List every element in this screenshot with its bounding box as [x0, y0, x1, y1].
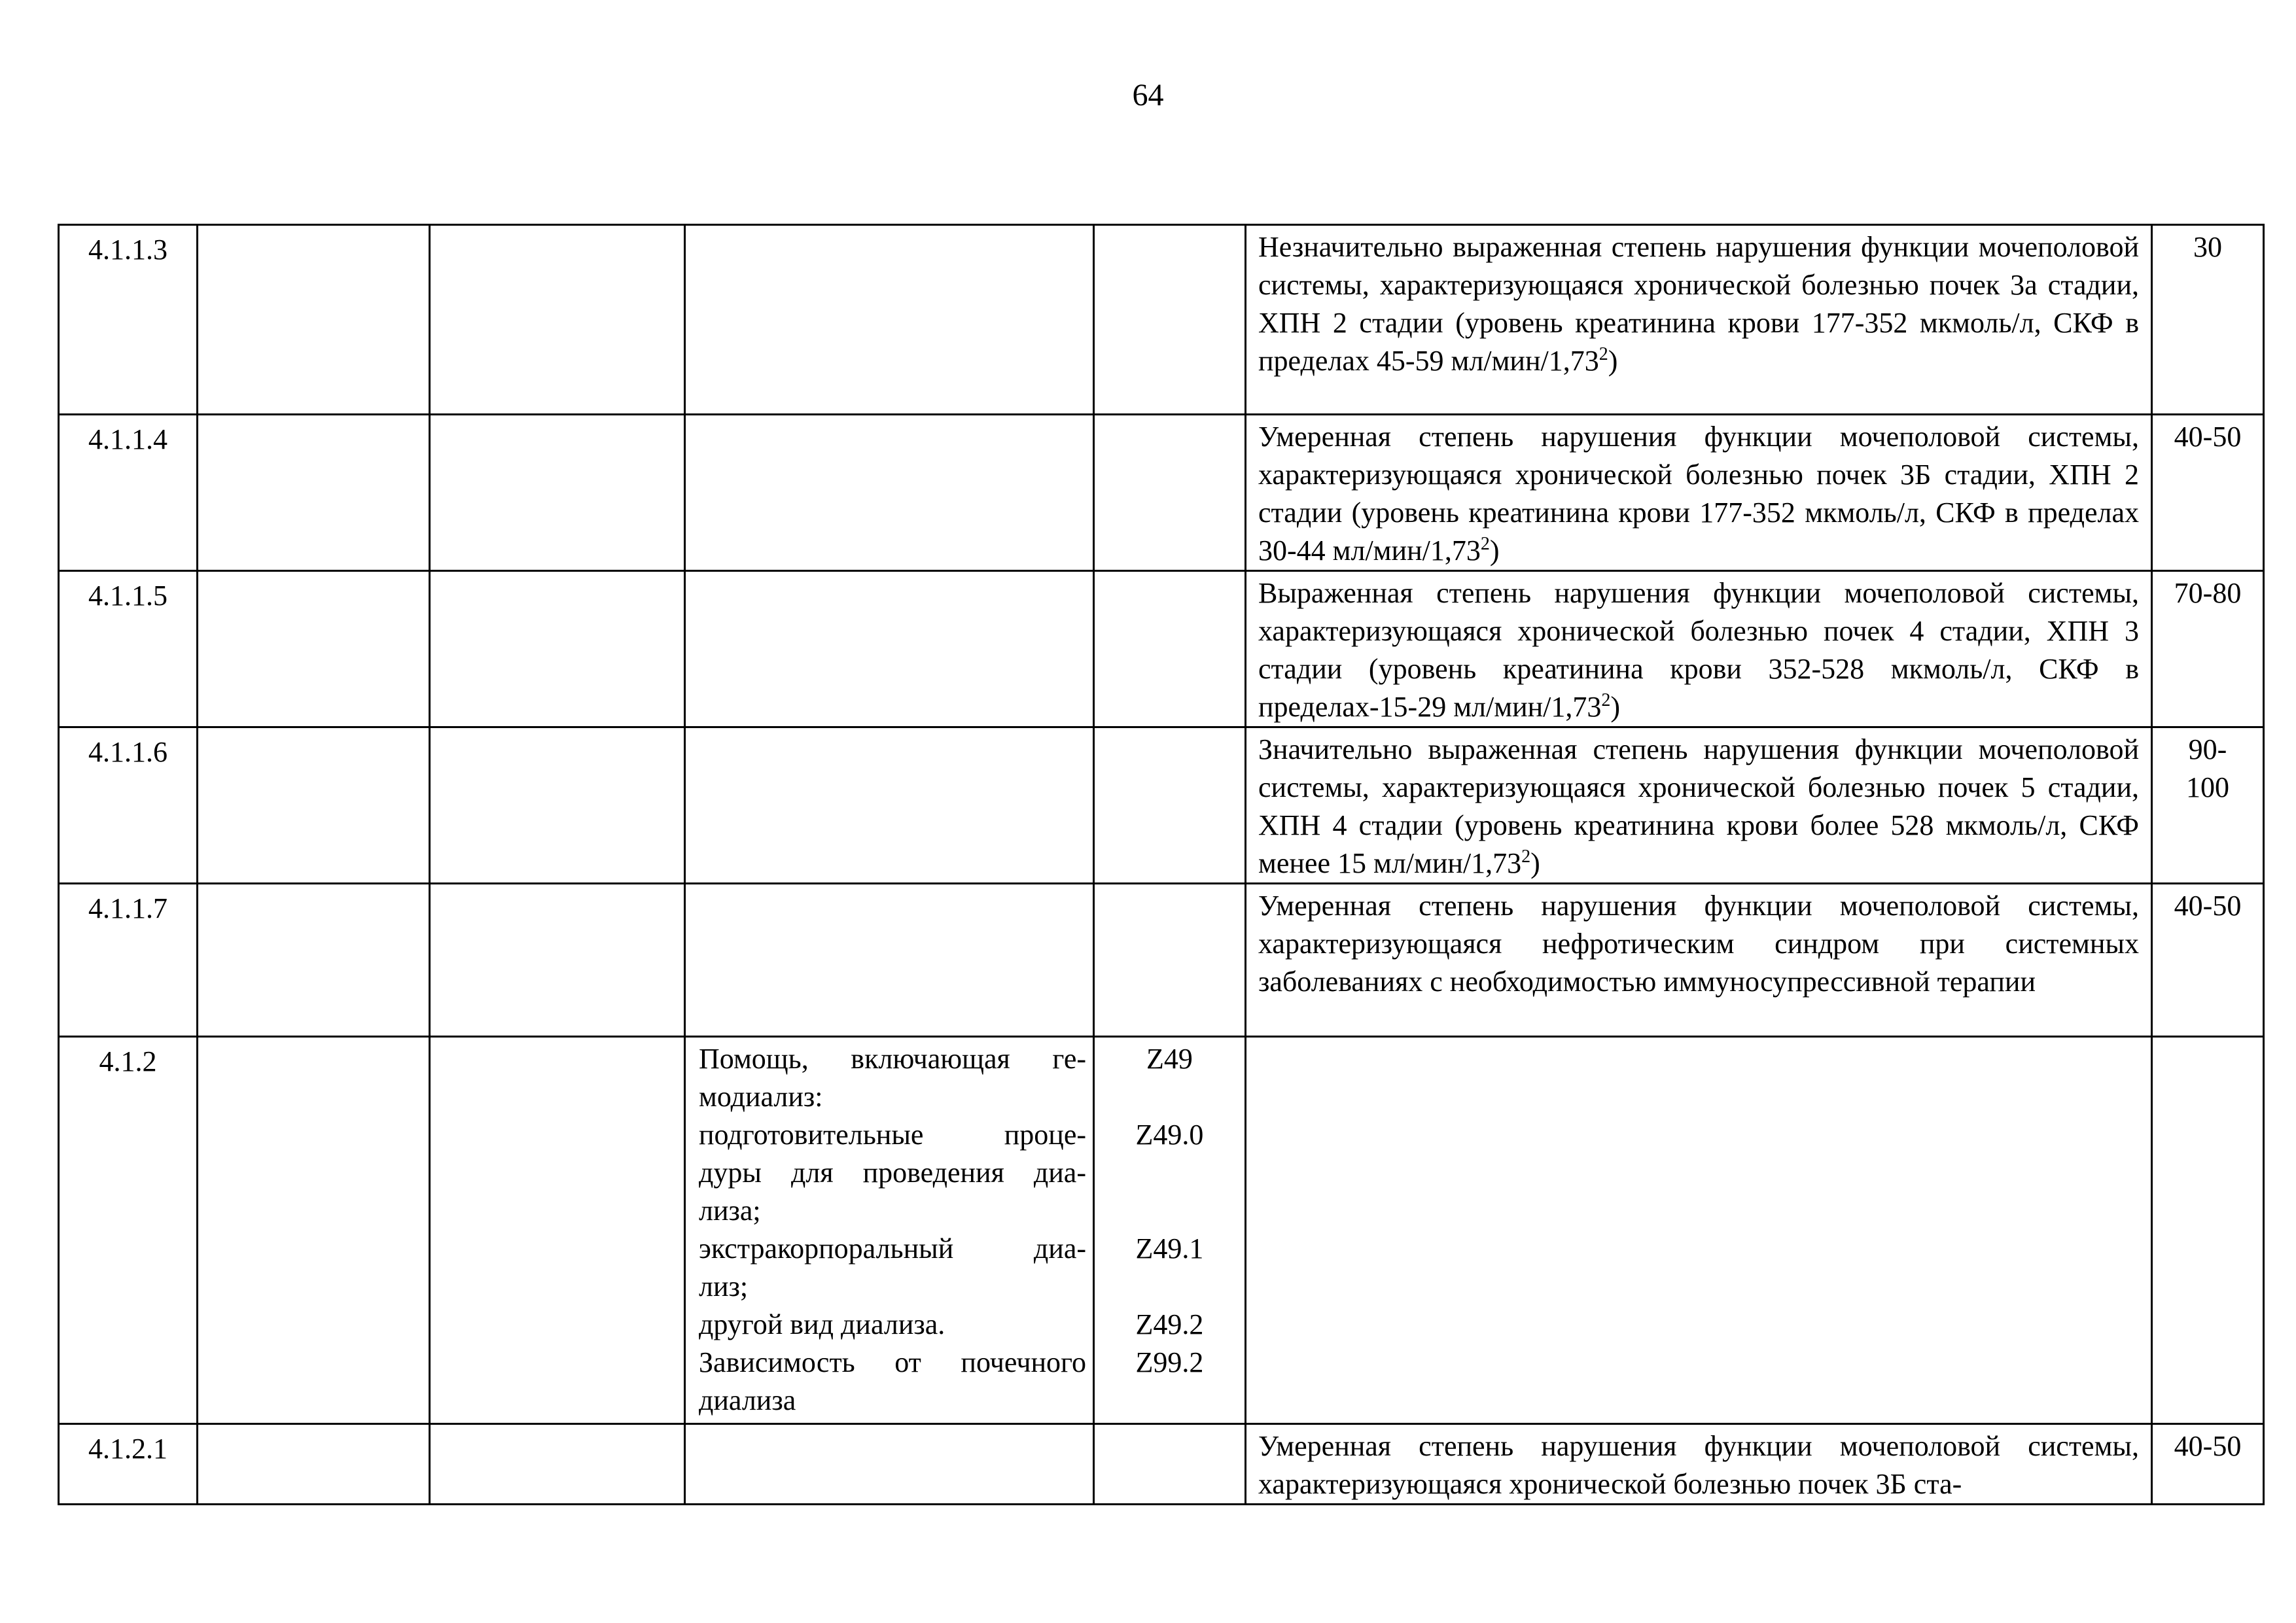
group-line: другой вид диализа. — [699, 1308, 945, 1340]
empty-cell — [198, 1424, 430, 1505]
description-superscript: 2 — [1480, 534, 1490, 554]
empty-cell — [2152, 1037, 2264, 1424]
icd-code: Z49 — [1146, 1043, 1193, 1075]
description-closing: ) — [1610, 691, 1621, 723]
icd-code-spacer — [1095, 1192, 1245, 1230]
icd-code: Z49.0 — [1135, 1119, 1204, 1151]
empty-cell — [685, 415, 1094, 571]
group-line: диализа — [699, 1384, 796, 1416]
row-percent: 40-50 — [2152, 884, 2264, 1037]
row-number: 4.1.1.5 — [59, 571, 198, 727]
group-line: лиз; — [699, 1270, 749, 1302]
empty-cell — [198, 884, 430, 1037]
disability-criteria-table — [58, 224, 2265, 1505]
page-number: 64 — [1132, 78, 1164, 113]
percent-line: 90- — [2188, 733, 2227, 765]
empty-cell — [198, 1037, 430, 1424]
table-row — [59, 1424, 2264, 1505]
empty-cell — [1094, 1424, 1246, 1505]
empty-cell — [1094, 884, 1246, 1037]
empty-cell — [430, 884, 685, 1037]
table-row — [59, 415, 2264, 571]
empty-cell — [430, 1037, 685, 1424]
empty-cell — [1246, 1037, 2152, 1424]
group-line: подготовительные проце- — [699, 1119, 1086, 1151]
icd-code: Z99.2 — [1135, 1346, 1204, 1378]
description-text: Незначительно выраженная степень нарушения функции мочеполовой системы, характеризующаяся хронической болезнью почек 3а стадии, ХПН 2 стадии (уровень креатинина крови 177-352 мкмоль/л, СКФ в пределах 45-59 мл/мин/1,73 — [1258, 231, 2139, 377]
description-text: Выраженная степень нарушения функции мочеполовой системы, характеризующаяся хронической болезнью почек 4 стадии, ХПН 3 стадии (уровень креатинина крови 352-528 мкмоль/л, СКФ в пределах-15-29 мл/мин/1,73 — [1258, 577, 2139, 723]
row-number: 4.1.2 — [59, 1037, 198, 1424]
group-description — [685, 1037, 1094, 1424]
table-row — [59, 727, 2264, 884]
icd-code: Z49.1 — [1135, 1232, 1204, 1265]
row-percent: 70-80 — [2152, 571, 2264, 727]
empty-cell — [430, 225, 685, 415]
empty-cell — [685, 1424, 1094, 1505]
icd-code-spacer — [1095, 1268, 1245, 1306]
icd-code: Z49.2 — [1135, 1308, 1204, 1340]
row-description — [1246, 415, 2152, 571]
description-text: Значительно выраженная степень нарушения функции мочеполовой системы, характеризующаяся хронической болезнью почек 5 стадии, ХПН 4 стадии (уровень креатинина крови более 528 мкмоль/л, СКФ менее 15 мл/мин/1,73 — [1258, 733, 2139, 879]
description-superscript: 2 — [1521, 846, 1531, 867]
empty-cell — [685, 225, 1094, 415]
empty-cell — [1094, 225, 1246, 415]
icd-code-spacer — [1095, 1078, 1245, 1116]
row-percent: 30 — [2152, 225, 2264, 415]
group-line: дуры для проведения диа- — [699, 1157, 1086, 1189]
empty-cell — [1094, 727, 1246, 884]
empty-cell — [685, 571, 1094, 727]
empty-cell — [430, 727, 685, 884]
row-description — [1246, 571, 2152, 727]
empty-cell — [198, 571, 430, 727]
row-number: 4.1.1.6 — [59, 727, 198, 884]
table-row — [59, 225, 2264, 415]
row-number: 4.1.1.3 — [59, 225, 198, 415]
empty-cell — [1094, 415, 1246, 571]
empty-cell — [685, 727, 1094, 884]
row-description — [1246, 727, 2152, 884]
empty-cell — [198, 225, 430, 415]
row-percent: 40-50 — [2152, 415, 2264, 571]
empty-cell — [430, 415, 685, 571]
group-line: экстракорпоральный диа- — [699, 1232, 1086, 1265]
empty-cell — [685, 884, 1094, 1037]
empty-cell — [198, 415, 430, 571]
percent-line: 100 — [2186, 771, 2229, 803]
empty-cell — [198, 727, 430, 884]
group-line: модиализ: — [699, 1081, 823, 1113]
row-percent: 40-50 — [2152, 1424, 2264, 1505]
empty-cell — [430, 1424, 685, 1505]
row-description: Умеренная степень нарушения функции мочеполовой системы, характеризующаяся хронической болезнью почек 3Б ста- — [1246, 1424, 2152, 1505]
description-closing: ) — [1489, 534, 1500, 567]
group-line: лиза; — [699, 1195, 761, 1227]
row-number: 4.1.1.7 — [59, 884, 198, 1037]
description-closing: ) — [1608, 345, 1618, 377]
group-line: Помощь, включающая ге- — [699, 1043, 1086, 1075]
description-closing: ) — [1530, 847, 1540, 879]
row-percent — [2152, 727, 2264, 884]
table-row — [59, 1037, 2264, 1424]
description-text: Умеренная степень нарушения функции мочеполовой системы, характеризующаяся хронической болезнью почек 3Б стадии, ХПН 2 стадии (уровень креатинина крови 177-352 мкмоль/л, СКФ в пределах 30-44 мл/мин/1,73 — [1258, 421, 2139, 567]
description-superscript: 2 — [1601, 690, 1611, 710]
row-description: Умеренная степень нарушения функции мочеполовой системы, характеризующаяся нефротическим синдром при системных заболеваниях с необходимостью иммуносупрессивной терапии — [1246, 884, 2152, 1037]
empty-cell — [1094, 571, 1246, 727]
table-row — [59, 571, 2264, 727]
description-superscript: 2 — [1598, 344, 1608, 364]
icd-code-spacer — [1095, 1154, 1245, 1192]
table-row — [59, 884, 2264, 1037]
row-number: 4.1.1.4 — [59, 415, 198, 571]
row-description — [1246, 225, 2152, 415]
row-number: 4.1.2.1 — [59, 1424, 198, 1505]
group-line: Зависимость от почечного — [699, 1346, 1086, 1378]
empty-cell — [430, 571, 685, 727]
icd-codes — [1094, 1037, 1246, 1424]
